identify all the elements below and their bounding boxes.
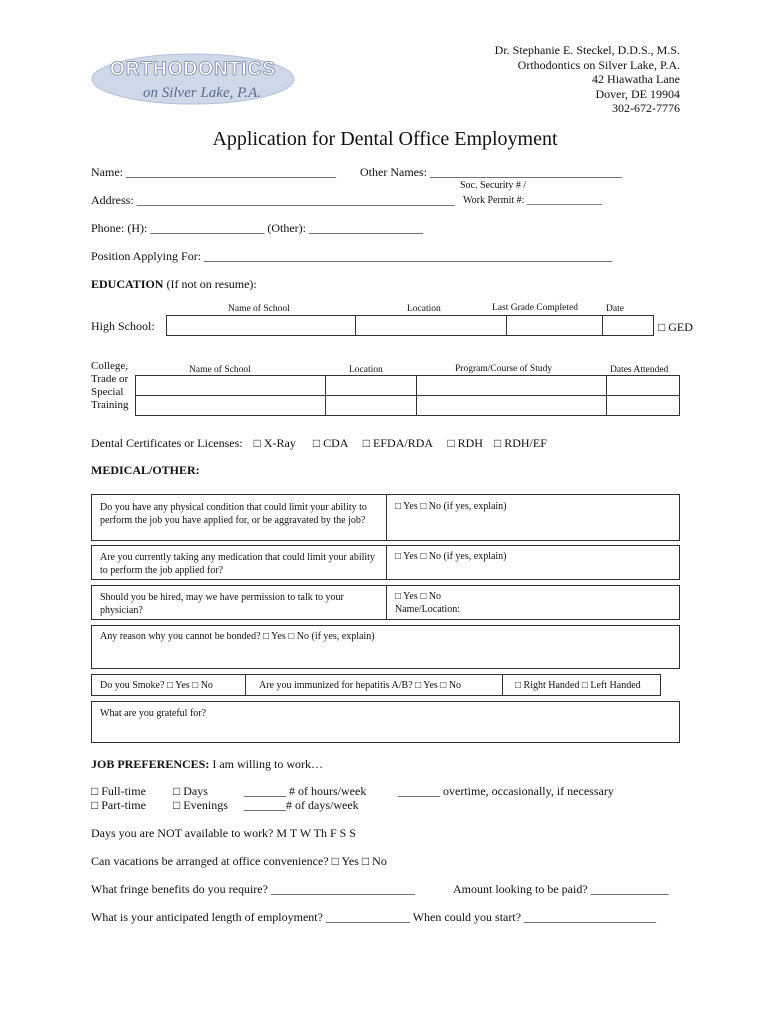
doctor-name: Dr. Stephanie E. Steckel, D.D.S., M.S. xyxy=(494,43,680,57)
hs-location-cell[interactable] xyxy=(355,316,507,335)
high-school-table xyxy=(166,315,654,336)
ged-checkbox[interactable]: □ GED xyxy=(658,320,693,334)
fulltime-checkbox[interactable]: □ Full-time xyxy=(91,784,146,798)
hours-per-week-field[interactable]: _______ # of hours/week xyxy=(244,784,367,798)
address-field[interactable]: Address: _____________________________________________________ xyxy=(91,193,455,207)
cert-xray-checkbox[interactable]: □ X-Ray xyxy=(253,436,296,450)
cert-rdh-checkbox[interactable]: □ RDH xyxy=(447,436,483,450)
logo-line1: ORTHODONTICS xyxy=(109,59,277,80)
grateful-question[interactable]: What are you grateful for? xyxy=(100,708,207,719)
bonded-box xyxy=(91,625,680,669)
parttime-checkbox[interactable]: □ Part-time xyxy=(91,798,146,812)
smoke-hepatitis-row xyxy=(91,674,661,696)
city-state-zip: Dover, DE 19904 xyxy=(595,86,680,101)
job-preferences-heading xyxy=(91,757,323,772)
cert-efda-checkbox[interactable]: □ EFDA/RDA xyxy=(362,436,433,450)
hs-header-location: Location xyxy=(407,304,441,314)
evenings-checkbox[interactable]: □ Evenings xyxy=(173,798,228,812)
college-header-dates: Dates Attended xyxy=(610,365,669,375)
days-checkbox[interactable]: □ Days xyxy=(173,784,208,798)
college-name-col[interactable] xyxy=(136,376,326,415)
handedness-question[interactable]: □ Right Handed □ Left Handed xyxy=(515,680,641,691)
medical-q3-box xyxy=(91,585,680,620)
position-field[interactable]: Position Applying For: ____________________________________________________________________ xyxy=(91,249,613,263)
days-per-week-field[interactable]: _______# of days/week xyxy=(244,798,359,812)
certificates-label: Dental Certificates or Licenses: xyxy=(91,436,243,450)
page-title: Application for Dental Office Employment xyxy=(212,128,558,150)
hs-header-grade: Last Grade Completed xyxy=(492,303,579,313)
orthodontics-logo xyxy=(90,52,296,106)
phone-field[interactable]: Phone: (H): ___________________ (Other): ___________________ xyxy=(91,221,423,235)
overtime-field[interactable]: _______ overtime, occasionally, if necessary xyxy=(398,784,614,798)
hs-name-cell[interactable] xyxy=(167,316,356,335)
other-names-field[interactable]: Other Names: ________________________________ xyxy=(360,165,622,179)
medical-heading: MEDICAL/OTHER: xyxy=(91,463,200,477)
hs-header-date: Date xyxy=(606,304,624,314)
office-phone: 302-672-7776 xyxy=(612,101,680,115)
bonded-question[interactable]: Any reason why you cannot be bonded? □ Yes □ No (if yes, explain) xyxy=(100,631,375,642)
medical-q3-question: Should you be hired, may we have permission to talk to your physician? xyxy=(100,592,344,616)
not-available-days[interactable]: Days you are NOT available to work? M T W Th F S S xyxy=(91,826,356,840)
vacations-question[interactable]: Can vacations be arranged at office convenience? □ Yes □ No xyxy=(91,854,387,868)
medical-q2-answer[interactable]: □ Yes □ No (if yes, explain) xyxy=(395,551,507,562)
grateful-box xyxy=(91,701,680,743)
college-header-name: Name of School xyxy=(189,365,251,375)
college-location-col[interactable] xyxy=(325,376,417,415)
hs-date-cell[interactable] xyxy=(602,316,603,335)
contact-block xyxy=(495,43,680,116)
medical-q1-question: Do you have any physical condition that could limit your ability to perform the job you have applied for, or be aggravated by the job? xyxy=(100,502,367,526)
logo-line2: on Silver Lake, P.A. xyxy=(142,85,262,101)
name-field[interactable]: Name: ___________________________________ xyxy=(91,165,336,179)
fringe-benefits-field[interactable]: What fringe benefits do you require? ________________________ xyxy=(91,882,415,896)
certificates-row xyxy=(91,436,547,451)
cert-rdhef-checkbox[interactable]: □ RDH/EF xyxy=(493,436,547,450)
soc-security-label: Soc. Security # / xyxy=(460,180,527,191)
cert-cda-checkbox[interactable]: □ CDA xyxy=(312,436,348,450)
college-header-program: Program/Course of Study xyxy=(455,364,553,374)
high-school-label: High School: xyxy=(91,319,155,333)
hs-header-name: Name of School xyxy=(228,304,290,314)
college-label: College, Trade or Special Training xyxy=(91,360,129,411)
job-heading-note: I am willing to work… xyxy=(209,757,324,771)
hepatitis-question[interactable]: Are you immunized for hepatitis A/B? □ Yes □ No xyxy=(259,680,462,691)
education-heading-text: EDUCATION xyxy=(91,277,164,291)
college-table xyxy=(135,375,680,416)
college-program-col[interactable] xyxy=(416,376,607,415)
amount-paid-field[interactable]: Amount looking to be paid? _____________ xyxy=(453,882,669,896)
medical-q3-name-location[interactable]: Name/Location: xyxy=(395,604,460,615)
job-heading-text: JOB PREFERENCES: xyxy=(91,757,210,771)
education-heading xyxy=(91,277,257,292)
street-address: 42 Hiawatha Lane xyxy=(592,72,680,86)
practice-name: Orthodontics on Silver Lake, P.A. xyxy=(517,57,680,72)
medical-q3-answer[interactable]: □ Yes □ No xyxy=(395,591,441,602)
college-header-location: Location xyxy=(349,365,383,375)
work-permit-field[interactable]: Work Permit #: _______________ xyxy=(463,195,602,206)
medical-q2-box xyxy=(91,545,680,580)
medical-q2-question: Are you currently taking any medication that could limit your ability to perform the job applied for? xyxy=(100,552,375,576)
hs-grade-cell[interactable] xyxy=(506,316,603,335)
medical-q1-answer[interactable]: □ Yes □ No (if yes, explain) xyxy=(395,501,507,512)
medical-q1-box xyxy=(91,494,680,541)
employment-length-field[interactable]: What is your anticipated length of employment? ______________ When could you start? ______________________ xyxy=(91,910,657,924)
education-heading-note: (If not on resume): xyxy=(163,277,257,291)
smoke-question[interactable]: Do you Smoke? □ Yes □ No xyxy=(100,680,213,691)
